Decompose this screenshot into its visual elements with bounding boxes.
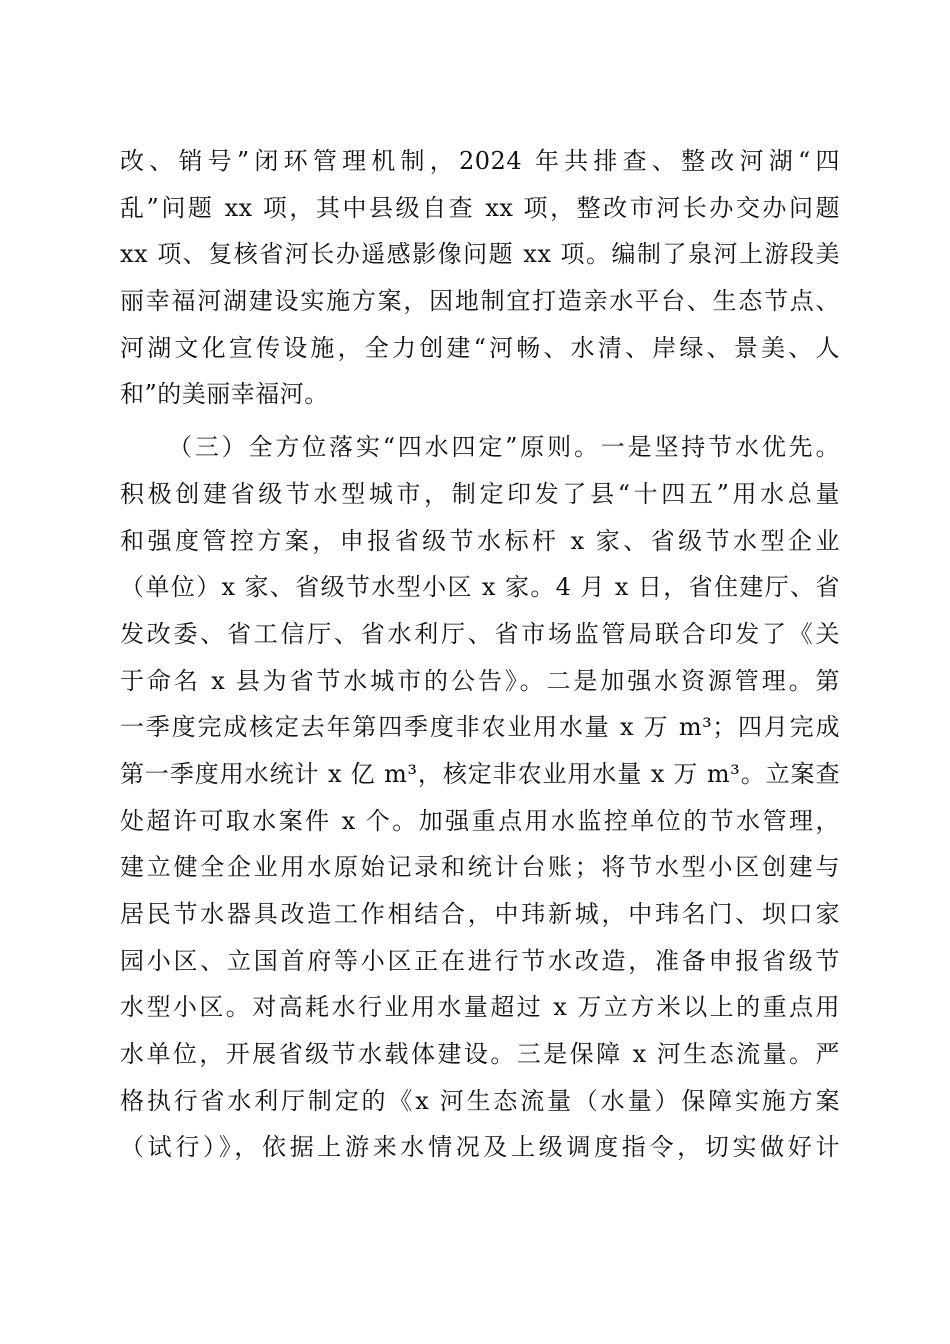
text-line: 发改委、省工信厅、省水利厅、省市场监管局联合印发了《关	[120, 619, 840, 648]
text-line: 河湖文化宣传设施，全力创建“河畅、水清、岸绿、景美、人	[120, 333, 840, 362]
text-line: 格执行省水利厅制定的《x 河生态流量（水量）保障实施方案	[120, 1086, 840, 1115]
paragraph-river-management	[120, 138, 840, 418]
text-line: 一季度完成核定去年第四季度非农业用水量 x 万 m³；四月完成	[120, 713, 840, 742]
text-line: 园小区、立国首府等小区正在进行节水改造，准备申报省级节	[120, 946, 840, 975]
text-line: 处超许可取水案件 x 个。加强重点用水监控单位的节水管理，	[120, 806, 840, 835]
text-line: 丽幸福河湖建设实施方案，因地制宜打造亲水平台、生态节点、	[120, 287, 840, 316]
text-line: 第一季度用水统计 x 亿 m³，核定非农业用水量 x 万 m³。立案查	[120, 759, 840, 788]
text-line: 于命名 x 县为省节水城市的公告》。二是加强水资源管理。第	[120, 666, 840, 695]
section-heading-line: （三）全方位落实“四水四定”原则。一是坚持节水优先。	[168, 433, 840, 462]
text-line: 居民节水器具改造工作相结合，中玮新城，中玮名门、坝口家	[120, 900, 840, 928]
text-line: 积极创建省级节水型城市，制定印发了县“十四五”用水总量	[120, 479, 840, 508]
text-line: 建立健全企业用水原始记录和统计台账；将节水型小区创建与	[120, 853, 840, 882]
paragraph-four-water-principle	[120, 424, 840, 1171]
text-line: （试行）》，依据上游来水情况及上级调度指令，切实做好计	[120, 1133, 840, 1162]
text-line: 水单位，开展省级节水载体建设。三是保障 x 河生态流量。严	[120, 1040, 840, 1069]
text-line: （单位）x 家、省级节水型小区 x 家。4 月 x 日，省住建厅、省	[120, 573, 840, 602]
text-line: 和强度管控方案，申报省级节水标杆 x 家、省级节水型企业	[120, 526, 840, 555]
text-line: 水型小区。对高耗水行业用水量超过 x 万立方米以上的重点用	[120, 993, 840, 1022]
body-text	[120, 138, 840, 1171]
text-line: 和”的美丽幸福河。	[120, 380, 329, 409]
text-line: xx 项、复核省河长办遥感影像问题 xx 项。编制了泉河上游段美	[120, 240, 840, 269]
text-line: 乱”问题 xx 项，其中县级自查 xx 项，整改市河长办交办问题	[120, 193, 840, 222]
text-line: 改、销号”闭环管理机制，2024 年共排查、整改河湖“四	[120, 147, 840, 175]
